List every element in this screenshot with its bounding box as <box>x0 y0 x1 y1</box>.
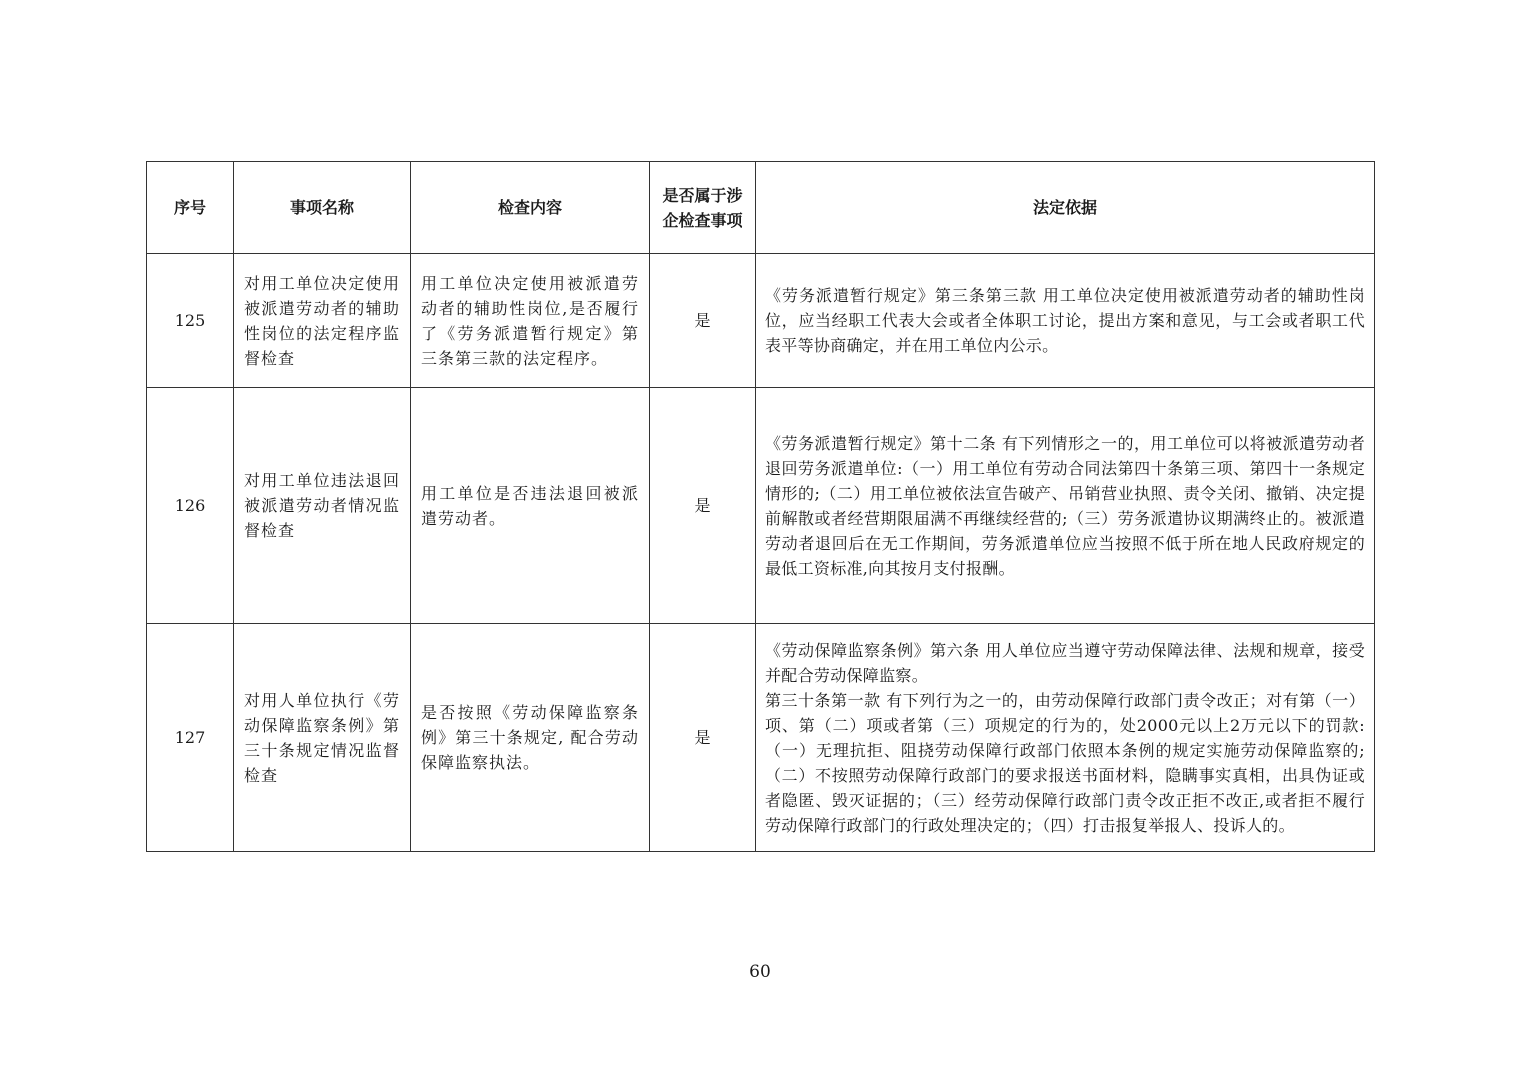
basis-paragraph: 第三十条第一款 有下列行为之一的，由劳动保障行政部门责令改正；对有第（一）项、第（二）项或者第（三）项规定的行为的，处2000元以上2万元以下的罚款:（一）无理抗拒、阻挠劳动保障行政部门依照本条例的规定实施劳动保障监察的;（二）不按照劳动保障行政部门的要求报送书面材料，隐瞒事实真相，出具伪证或者隐匿、毁灭证据的；（三）经劳动保障行政部门责令改正拒不改正,或者拒不履行劳动保障行政部门的行政处理决定的；（四）打击报复举报人、投诉人的。 <box>765 690 1365 835</box>
row-basis <box>756 624 1375 852</box>
table-header-row <box>147 162 1375 254</box>
row-name: 对用人单位执行《劳动保障监察条例》第三十条规定情况监督检查 <box>234 624 411 852</box>
table-row <box>147 388 1375 624</box>
table-row <box>147 624 1375 852</box>
row-basis <box>756 388 1375 624</box>
row-content: 用工单位决定使用被派遣劳动者的辅助性岗位,是否履行了《劳务派遣暂行规定》第三条第三款的法定程序。 <box>411 254 650 388</box>
row-name: 对用工单位违法退回被派遣劳动者情况监督检查 <box>234 388 411 624</box>
page-number: 60 <box>749 962 771 982</box>
inspection-items-table <box>146 161 1375 852</box>
row-enterprise-flag: 是 <box>650 388 756 624</box>
row-name: 对用工单位决定使用被派遣劳动者的辅助性岗位的法定程序监督检查 <box>234 254 411 388</box>
header-name: 事项名称 <box>234 162 411 254</box>
header-basis: 法定依据 <box>756 162 1375 254</box>
table-row <box>147 254 1375 388</box>
row-enterprise-flag: 是 <box>650 254 756 388</box>
header-enterprise-flag: 是否属于涉企检查事项 <box>650 162 756 254</box>
row-content: 是否按照《劳动保障监察条例》第三十条规定, 配合劳动保障监察执法。 <box>411 624 650 852</box>
row-enterprise-flag: 是 <box>650 624 756 852</box>
header-no: 序号 <box>147 162 234 254</box>
row-basis <box>756 254 1375 388</box>
row-no: 125 <box>147 254 234 388</box>
basis-paragraph: 《劳务派遣暂行规定》第十二条 有下列情形之一的，用工单位可以将被派遣劳动者退回劳务派遣单位:（一）用工单位有劳动合同法第四十条第三项、第四十一条规定情形的;（二）用工单位被依法宣告破产、吊销营业执照、责令关闭、撤销、决定提前解散或者经营期限届满不再继续经营的;（三）劳务派遣协议期满终止的。被派遣劳动者退回后在无工作期间，劳务派遣单位应当按照不低于所在地人民政府规定的最低工资标准,向其按月支付报酬。 <box>765 433 1365 578</box>
basis-paragraph: 《劳务派遣暂行规定》第三条第三款 用工单位决定使用被派遣劳动者的辅助性岗位，应当经职工代表大会或者全体职工讨论，提出方案和意见，与工会或者职工代表平等协商确定，并在用工单位内公示。 <box>765 286 1365 355</box>
row-no: 126 <box>147 388 234 624</box>
header-content: 检查内容 <box>411 162 650 254</box>
row-no: 127 <box>147 624 234 852</box>
basis-paragraph: 《劳动保障监察条例》第六条 用人单位应当遵守劳动保障法律、法规和规章，接受并配合劳动保障监察。 <box>765 640 1365 685</box>
row-content: 用工单位是否违法退回被派遣劳动者。 <box>411 388 650 624</box>
